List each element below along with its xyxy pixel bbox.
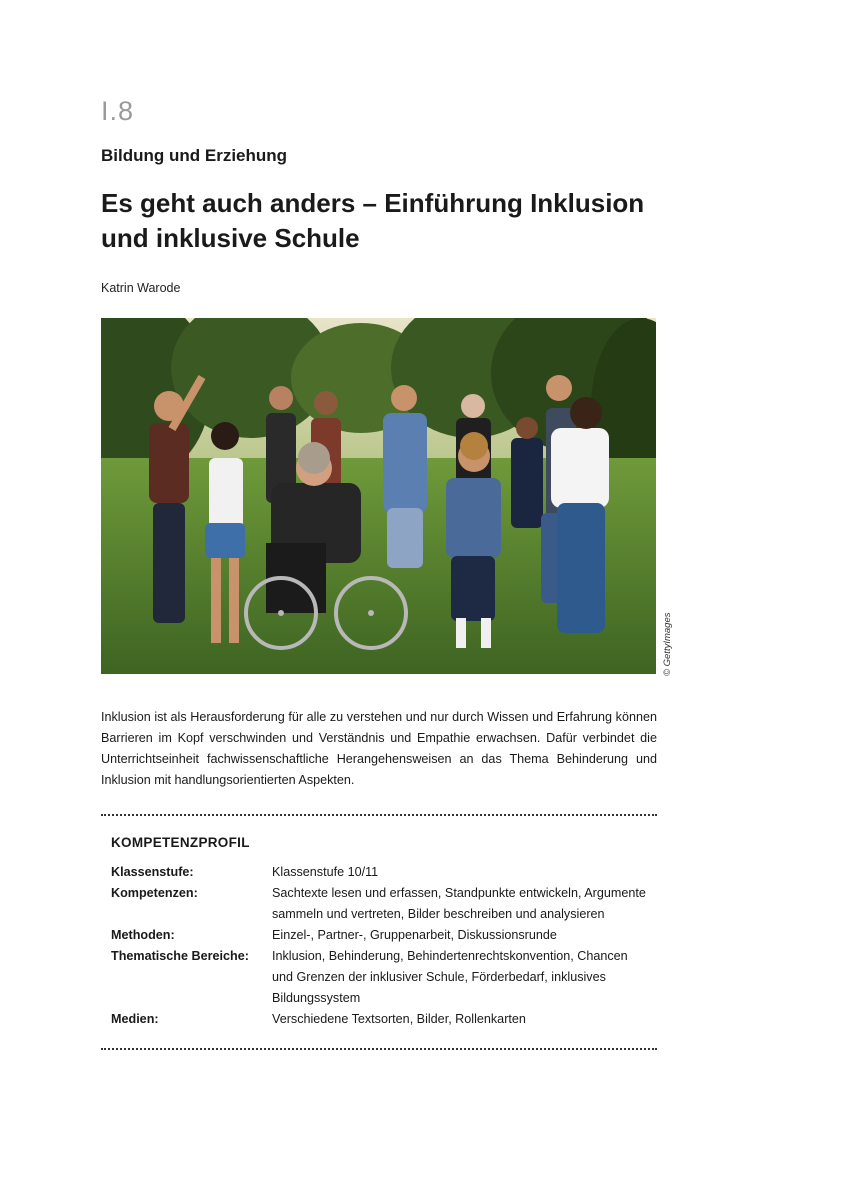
image-credit: © GettyImages	[662, 612, 673, 676]
profile-table	[111, 862, 651, 1030]
profile-row-medien	[111, 1009, 651, 1030]
profile-row-methoden	[111, 925, 651, 946]
divider-bottom	[101, 1048, 657, 1050]
group-photo-illustration	[101, 318, 656, 674]
profile-heading: KOMPETENZPROFIL	[111, 835, 250, 850]
profile-value: Inklusion, Behinderung, Behindertenrechtskonvention, Chancen und Grenzen der inklusiver Schule, Förderbedarf, inklusives Bildungssystem	[272, 949, 628, 1005]
author-name: Katrin Warode	[101, 281, 181, 295]
divider-top	[101, 814, 657, 816]
page-title: Es geht auch anders – Einführung Inklusion und inklusive Schule	[101, 188, 645, 253]
category-heading: Bildung und Erziehung	[101, 146, 288, 165]
section-number: I.8	[101, 96, 135, 126]
profile-row-thematische-bereiche	[111, 946, 651, 1009]
profile-row-kompetenzen	[111, 883, 651, 925]
group-photo	[101, 318, 656, 674]
profile-row-klassenstufe	[111, 862, 651, 883]
profile-label: Thematische Bereiche:	[111, 949, 249, 963]
profile-label: Kompetenzen:	[111, 886, 198, 900]
profile-label: Medien:	[111, 1012, 159, 1026]
profile-value: Verschiedene Textsorten, Bilder, Rollenkarten	[272, 1012, 526, 1026]
profile-label: Methoden:	[111, 928, 175, 942]
intro-paragraph: Inklusion ist als Herausforderung für alle zu verstehen und nur durch Wissen und Erfahrung können Barrieren im Kopf verschwinden und Verständnis und Empathie erwachsen. Dafür verbindet die Unterrichtseinheit fachwissenschaftliche Herangehensweisen an das Thema Behinderung und Inklusion mit handlungsorientierten Aspekten.	[101, 710, 657, 787]
profile-label: Klassenstufe:	[111, 865, 194, 879]
profile-value: Klassenstufe 10/11	[272, 865, 379, 879]
profile-value: Einzel-, Partner-, Gruppenarbeit, Diskussionsrunde	[272, 928, 557, 942]
profile-value: Sachtexte lesen und erfassen, Standpunkte entwickeln, Argumente sammeln und vertreten, Bilder beschreiben und analysieren	[272, 886, 646, 921]
